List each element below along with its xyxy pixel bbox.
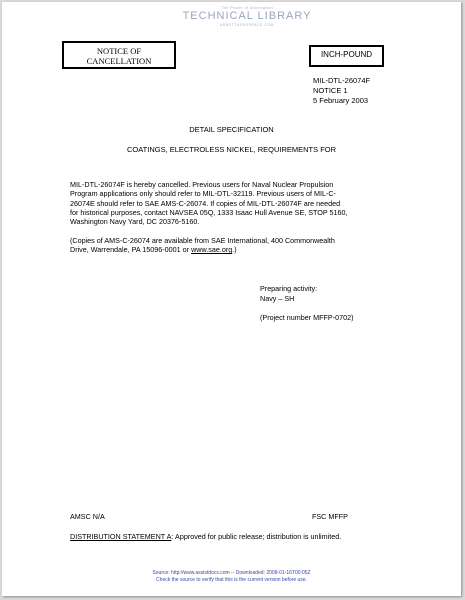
document-identifier (313, 76, 370, 106)
footer-source-line: Source: http://www.assistdocs.com -- Downloaded: 2008-01-16T00:05Z (152, 570, 311, 576)
source-footer (2, 570, 461, 584)
notice-number: NOTICE 1 (313, 86, 348, 95)
preparing-activity-value: Navy – SH (260, 294, 295, 303)
paragraph-line: Washington Navy Yard, DC 20376-5160. (70, 217, 200, 227)
copies-closing-text: .) (232, 245, 237, 255)
cancellation-notice-box (62, 41, 176, 69)
cancellation-paragraph (70, 180, 390, 226)
project-number: (Project number MFFP-0702) (260, 313, 354, 322)
inch-pound-box: INCH-POUND (309, 45, 384, 67)
footer-verify-line: Check the source to verify that this is the current version before use. (156, 577, 307, 583)
watermark-tagline: The Power of Information (220, 5, 274, 10)
watermark-site: ABBOTTAEROSPACE.COM (220, 23, 274, 27)
paragraph-line: for historical purposes, contact NAVSEA 05Q, 1333 Isaac Hull Avenue SE, STOP 5160, (70, 207, 348, 217)
amsc-code: AMSC N/A (70, 512, 105, 521)
paragraph-line (70, 245, 390, 254)
spec-subject-heading: COATINGS, ELECTROLESS NICKEL, REQUIREMENTS FOR (126, 145, 337, 154)
fsc-code: FSC MFFP (312, 512, 348, 521)
preparing-activity-label: Preparing activity: (260, 284, 318, 293)
copies-address-text: Drive, Warrendale, PA 15096-0001 or (70, 245, 192, 255)
distribution-statement (70, 532, 341, 541)
distribution-label: DISTRIBUTION STATEMENT A (70, 532, 172, 541)
copies-paragraph (70, 236, 390, 255)
document-date: 5 February 2003 (313, 96, 369, 105)
paragraph-line: (Copies of AMS-C-26074 are available from SAE International, 400 Commonwealth (70, 236, 335, 245)
paragraph-line: MIL-DTL-26074F is hereby cancelled. Previous users for Naval Nuclear Propulsion (70, 180, 334, 189)
document-number: MIL-DTL-26074F (313, 76, 371, 85)
paragraph-line: Program applications only should refer to MIL-DTL-32119. Previous users of MIL-C- (70, 189, 336, 199)
distribution-text: : Approved for public release; distribution is unlimited. (171, 532, 342, 541)
sae-website-link[interactable]: www.sae.org (191, 245, 233, 255)
spec-type-heading: DETAIL SPECIFICATION (189, 125, 274, 134)
paragraph-line: 26074E should refer to SAE AMS-C-26074. If copies of MIL-DTL-26074F are needed (70, 198, 341, 208)
watermark-title: TECHNICAL LIBRARY (182, 10, 312, 22)
cancellation-line-2: CANCELLATION (86, 56, 152, 66)
watermark-logo (152, 5, 342, 27)
cancellation-line-1: NOTICE OF (96, 46, 142, 56)
document-page (2, 2, 461, 596)
